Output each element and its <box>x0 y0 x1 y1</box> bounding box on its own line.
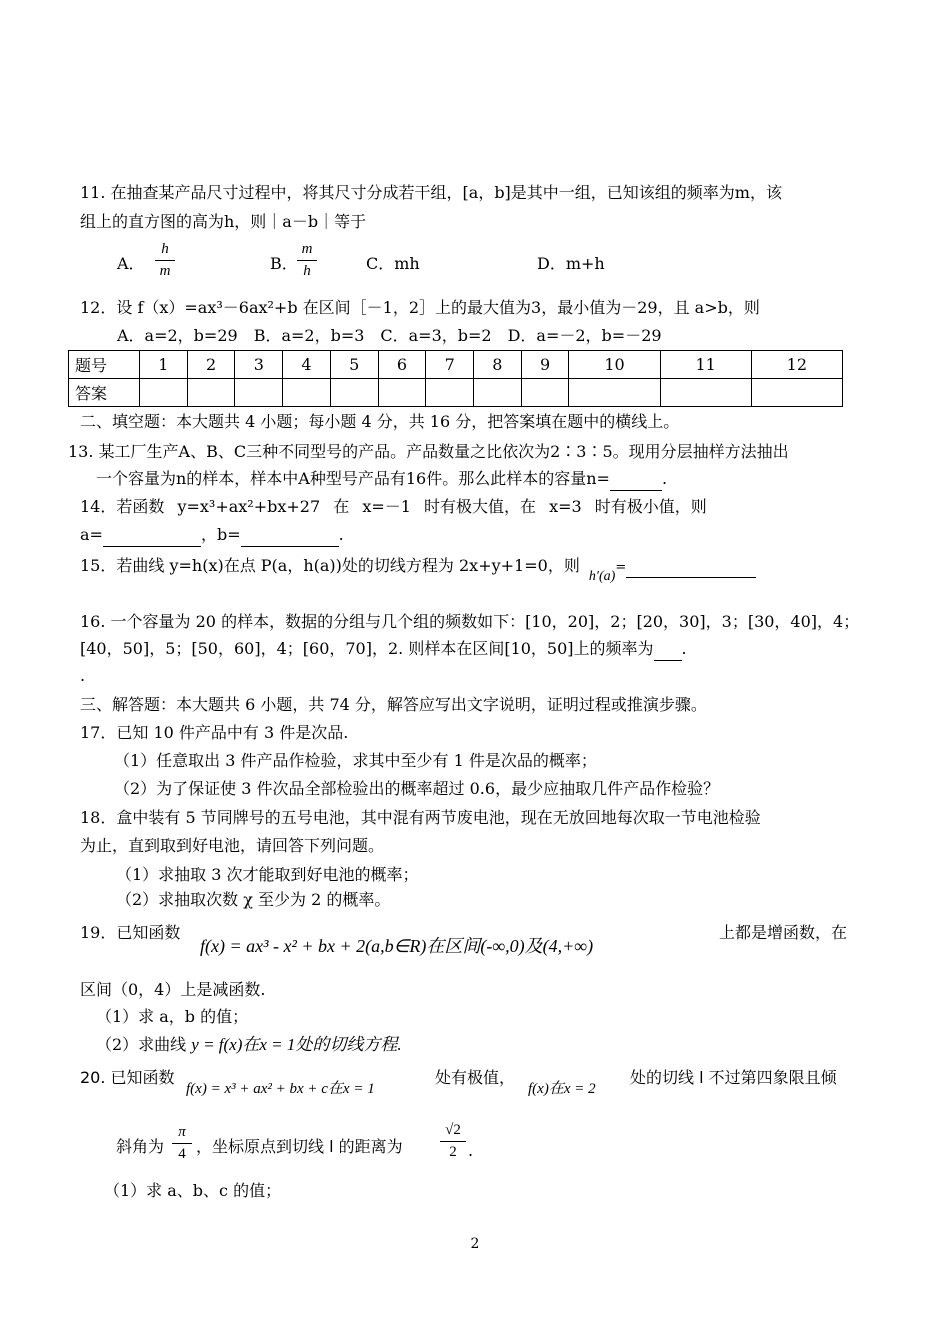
answer-table-number: 2 <box>187 351 235 379</box>
q16-answer-blank[interactable] <box>654 638 682 661</box>
q11-option-a-denominator: m <box>159 263 171 279</box>
q19-sub2-formula: y = f(x)在x = 1处的切线方程. <box>191 1035 402 1054</box>
answer-table-number: 9 <box>521 351 569 379</box>
answer-table-number: 7 <box>426 351 474 379</box>
section2-heading: 二、填空题：本大题共 4 小题；每小题 4 分，共 16 分，把答案填在题中的横线上。 <box>80 412 680 431</box>
q11-option-b-fraction <box>297 241 317 280</box>
q19-prefix: 19．已知函数 <box>80 923 181 942</box>
answer-cell[interactable] <box>474 379 522 407</box>
q11-option-b-denominator: h <box>303 263 311 279</box>
q16-stray-dot: . <box>80 666 86 685</box>
section3-heading: 三、解答题：本大题共 6 小题，共 74 分，解答应写出文字说明，证明过程或推演步骤。 <box>80 695 707 714</box>
q11-option-b-numerator: m <box>301 241 313 257</box>
answer-table-number: 1 <box>140 351 188 379</box>
q16-line2-text: [40，50]，5；[50，60]，4；[60，70]，2. 则样本在区间[10，50]上的频率为 <box>80 639 654 658</box>
q14-b-blank[interactable] <box>241 524 339 547</box>
q11-option-b-label: B． <box>270 254 298 273</box>
q20-pi-denominator: 4 <box>178 1146 186 1162</box>
q20-line2-prefix: 斜角为 <box>116 1137 165 1156</box>
q19-sub1: （1）求 a，b 的值； <box>96 1007 249 1026</box>
q17-sub1: （1）任意取出 3 件产品作检验，求其中至少有 1 件是次品的概率； <box>114 751 597 770</box>
q20-suffix: 处的切线 l 不过第四象限且倾 <box>630 1068 837 1087</box>
q11-option-d: D．m+h <box>537 254 605 273</box>
answer-table-number-row <box>69 351 843 379</box>
q14-line2-end: . <box>338 525 344 544</box>
q11-line2: 组上的直方图的高为h，则｜a－b｜等于 <box>80 212 367 231</box>
q20-formula2: f(x)在x = 2 <box>528 1081 596 1097</box>
q13-line2 <box>96 468 667 491</box>
answer-cell[interactable] <box>140 379 188 407</box>
answer-table-row2-header: 答案 <box>69 379 140 407</box>
q11-option-c: C．mh <box>366 254 420 273</box>
q17-sub2: （2）为了保证使 3 件次品全部检验出的概率超过 0.6，最少应抽取几件产品作检验？ <box>114 779 720 798</box>
answer-table-row1-header: 题号 <box>69 351 140 379</box>
q20-sqrt-numerator: √2 <box>445 1122 461 1138</box>
q20-line2-mid: ，坐标原点到切线 l 的距离为 <box>196 1137 403 1156</box>
answer-table-number: 12 <box>751 351 842 379</box>
q20-pi-fraction <box>172 1124 192 1163</box>
answer-cell[interactable] <box>378 379 426 407</box>
q14-line1: 14．若函数 y=x³+ax²+bx+27 在 x=－1 时有极大值，在 x=3 时有极小值，则 <box>80 497 707 516</box>
answer-cell[interactable] <box>660 379 751 407</box>
answer-cell[interactable] <box>235 379 283 407</box>
answer-cell[interactable] <box>283 379 331 407</box>
q16-line2-end: . <box>681 639 687 658</box>
q16-line1: 16. 一个容量为 20 的样本，数据的分组与几个组的频数如下：[10，20]，2；[20，30]，3；[30，40]，4； <box>80 612 860 631</box>
answer-cell[interactable] <box>751 379 842 407</box>
q14-b-label: ，b= <box>200 525 241 544</box>
q11-option-a-fraction <box>155 241 175 280</box>
answer-cell[interactable] <box>187 379 235 407</box>
q15-expression: h′(a) <box>588 569 616 584</box>
q20-formula1: f(x) = x³ + ax² + bx + c在x = 1 <box>186 1081 375 1097</box>
answer-table-number: 11 <box>660 351 751 379</box>
q20-mid: 处有极值， <box>435 1068 516 1087</box>
q15-text: 15．若曲线 y=h(x)在点 P(a，h(a))处的切线方程为 2x+y+1=0，则 <box>80 556 580 575</box>
answer-table-answer-row <box>69 379 843 407</box>
q18-line2: 为止，直到取到好电池，请回答下列问题。 <box>80 836 385 855</box>
q14-a-label: a= <box>80 525 103 544</box>
q15-answer-blank[interactable] <box>626 555 756 578</box>
answer-cell[interactable] <box>426 379 474 407</box>
q12-options: A．a=2，b=29 B．a=2，b=3 C．a=3，b=2 D．a=－2，b=－29 <box>117 326 662 345</box>
q19-line2: 区间（0，4）上是减函数. <box>80 980 266 999</box>
q18-line1: 18．盒中装有 5 节同牌号的五号电池，其中混有两节废电池，现在无放回地每次取一节电池检验 <box>80 808 761 827</box>
answer-table-number: 8 <box>474 351 522 379</box>
q20-sqrt-fraction <box>440 1122 466 1161</box>
q19-formula: f(x) = ax³ - x² + bx + 2(a,b∈R)在区间(-∞,0)及(4,+∞) <box>200 936 594 956</box>
answer-table-number: 3 <box>235 351 283 379</box>
answer-cell[interactable] <box>330 379 378 407</box>
q20-line2-end: . <box>468 1141 474 1160</box>
q19-suffix: 上都是增函数，在 <box>719 923 848 942</box>
q20-sqrt-denominator: 2 <box>449 1144 457 1160</box>
q13-line1: 13. 某工厂生产A、B、C三种不同型号的产品。产品数量之比依次为2∶3∶5。现用分层抽样方法抽出 <box>68 442 789 461</box>
answer-table <box>68 350 843 407</box>
q20-pi-numerator: π <box>178 1124 186 1140</box>
q11-option-a-numerator: h <box>161 241 169 257</box>
q19-sub2-prefix: （2）求曲线 <box>96 1035 187 1054</box>
q17-line1: 17．已知 10 件产品中有 3 件是次品. <box>80 723 349 742</box>
answer-table-number: 5 <box>330 351 378 379</box>
q12-line1: 12．设 f（x）=ax³－6ax²+b 在区间［－1，2］上的最大值为3，最小值为－29，且 a>b，则 <box>80 298 760 317</box>
answer-table-number: 10 <box>569 351 660 379</box>
answer-cell[interactable] <box>521 379 569 407</box>
q11-option-a-label: A． <box>117 254 145 273</box>
q19-sub2 <box>96 1034 402 1056</box>
q18-sub2: （2）求抽取次数 χ 至少为 2 的概率。 <box>116 890 391 909</box>
q14-line2 <box>80 524 344 547</box>
q13-line2-end: . <box>661 469 668 488</box>
page-number: 2 <box>470 1236 480 1252</box>
answer-table-number: 4 <box>283 351 331 379</box>
answer-cell[interactable] <box>569 379 660 407</box>
q18-sub1: （1）求抽取 3 次才能取到好电池的概率； <box>116 865 419 884</box>
q15-equals: = <box>615 560 627 575</box>
q11-line1: 11. 在抽查某产品尺寸过程中，将其尺寸分成若干组，[a，b]是其中一组，已知该组的频率为m，该 <box>80 183 782 202</box>
q13-line2-text: 一个容量为n的样本，样本中A种型号产品有16件。那么此样本的容量n= <box>96 469 610 488</box>
q15-line1 <box>80 555 756 584</box>
q13-answer-blank[interactable] <box>610 468 662 491</box>
q16-line2 <box>80 638 687 661</box>
q20-sub1: （1）求 a、b、c 的值； <box>104 1181 282 1200</box>
answer-table-number: 6 <box>378 351 426 379</box>
q14-a-blank[interactable] <box>103 524 201 547</box>
q20-prefix: 20. 已知函数 <box>80 1068 175 1087</box>
